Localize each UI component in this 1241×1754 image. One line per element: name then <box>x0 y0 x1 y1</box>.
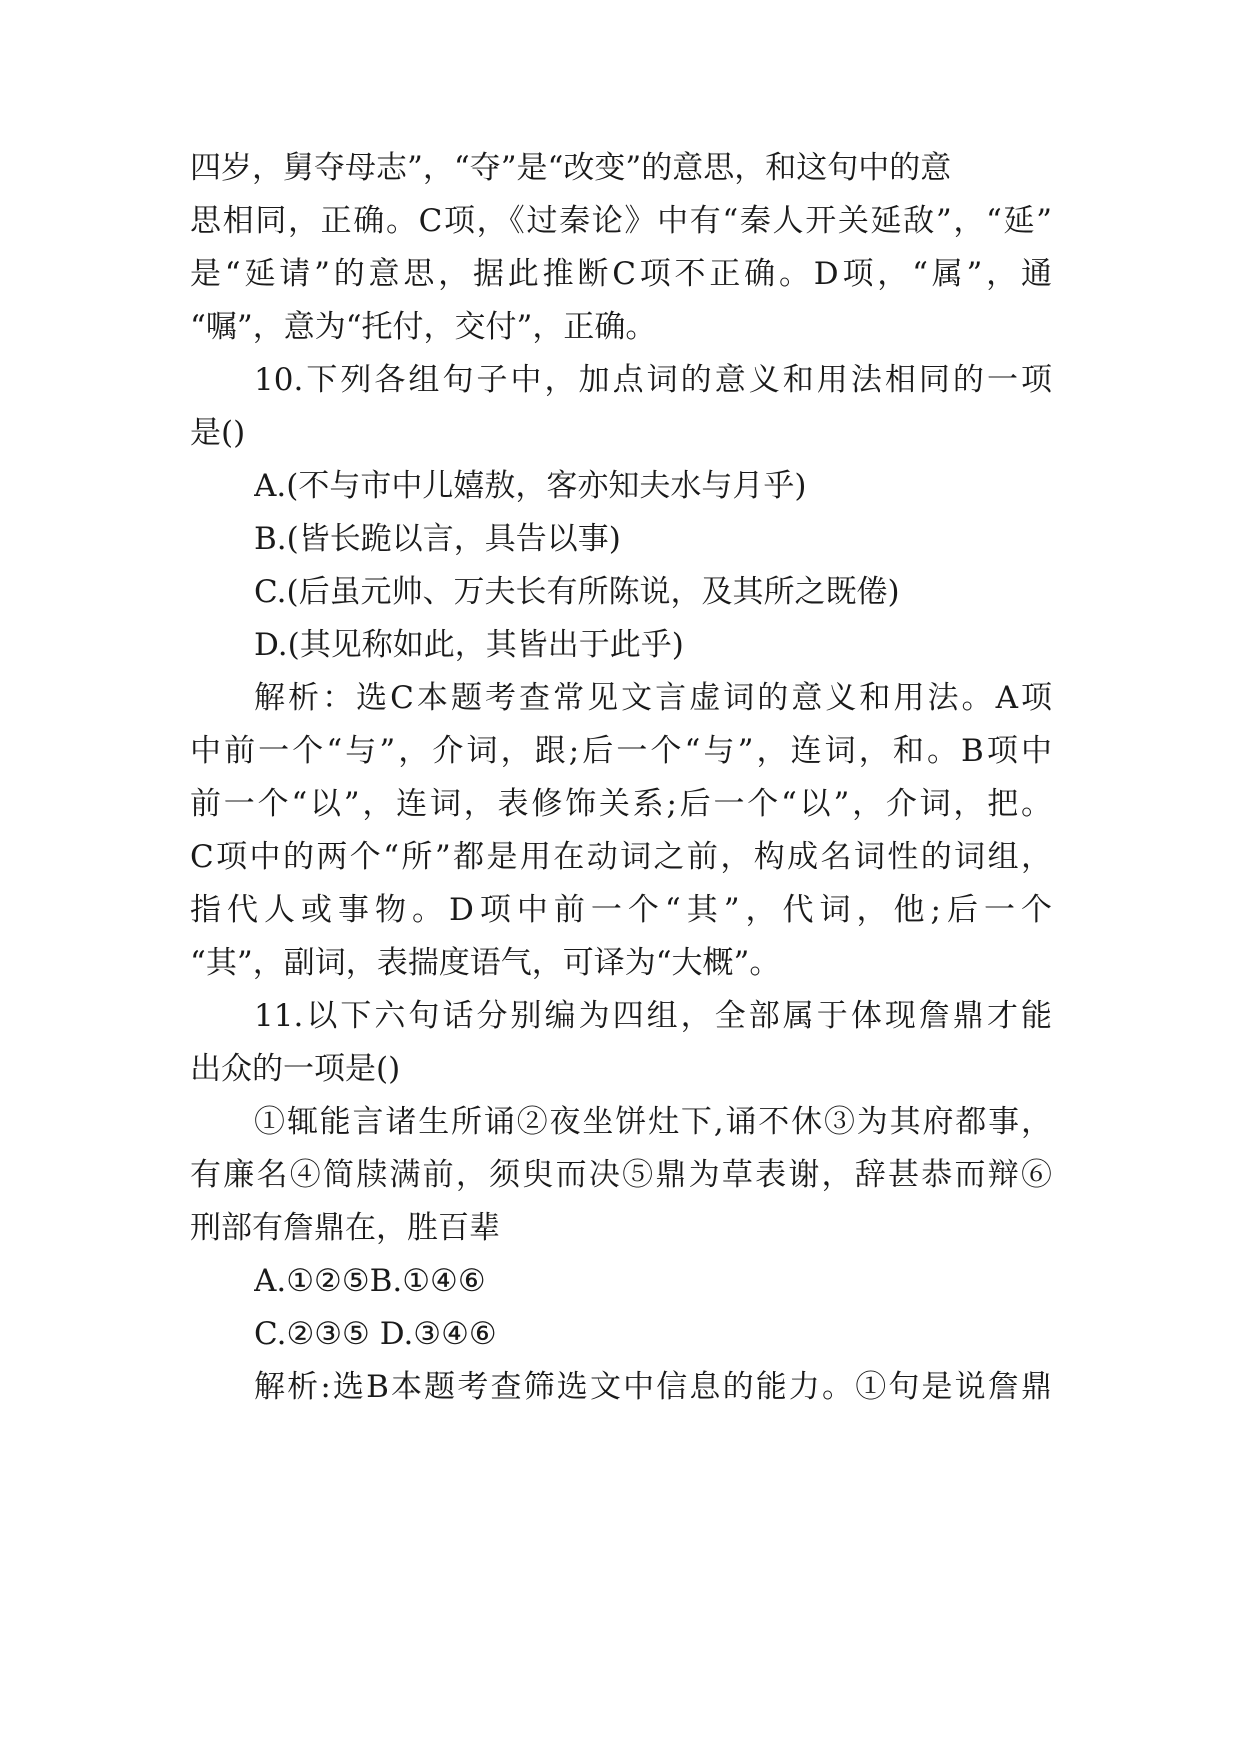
options-cd: C.②③⑤ D.③④⑥ <box>254 1316 497 1352</box>
option-b: B.(皆长跪以言，具告以事) <box>254 521 621 557</box>
text-line: 前一个“以”，连词，表修饰关系;后一个“以”，介词，把。 <box>190 786 1052 822</box>
option-a: A.(不与市中儿嬉敖，客亦知夫水与月乎) <box>254 468 807 504</box>
text-line: 四岁，舅夺母志”，“夺”是“改变”的意思，和这句中的意 <box>190 150 952 186</box>
text-line: 思相同，正确。C项，《过秦论》中有“秦人开关延敌”，“延” <box>190 203 1052 239</box>
analysis-11: 解析:选B本题考查筛选文中信息的能力。①句是说詹鼎 <box>254 1369 1052 1405</box>
text-line: “其”，副词，表揣度语气，可译为“大概”。 <box>190 945 781 981</box>
text-line: C项中的两个“所”都是用在动词之前，构成名词性的词组， <box>190 839 1052 875</box>
text-line: 指代人或事物。D项中前一个“其”，代词，他;后一个 <box>190 892 1052 928</box>
text-line: 中前一个“与”，介词，跟;后一个“与”，连词，和。B项中 <box>190 733 1052 769</box>
question-10-stem-end: 是() <box>190 415 246 451</box>
options-ab: A.①②⑤B.①④⑥ <box>254 1263 486 1299</box>
analysis-10: 解析：选C本题考查常见文言虚词的意义和用法。A项 <box>254 680 1052 716</box>
sentence-list-end: 刑部有詹鼎在，胜百辈 <box>190 1210 500 1246</box>
option-d: D.(其见称如此，其皆出于此乎) <box>254 627 684 663</box>
sentence-list: 有廉名④简牍满前，须臾而决⑤鼎为草表谢，辞甚恭而辩⑥ <box>190 1157 1052 1193</box>
text-line: 是“延请”的意思，据此推断C项不正确。D项，“属”，通 <box>190 256 1052 292</box>
option-c: C.(后虽元帅、万夫长有所陈说，及其所之既倦) <box>254 574 900 610</box>
text-line: “嘱”，意为“托付，交付”，正确。 <box>190 309 657 345</box>
sentence-list: ①辄能言诸生所诵②夜坐饼灶下,诵不休③为其府都事， <box>254 1104 1052 1140</box>
question-10-stem: 10.下列各组句子中，加点词的意义和用法相同的一项 <box>254 362 1052 398</box>
question-11-stem: 11.以下六句话分别编为四组，全部属于体现詹鼎才能 <box>254 998 1052 1034</box>
question-11-stem-end: 出众的一项是() <box>190 1051 401 1087</box>
